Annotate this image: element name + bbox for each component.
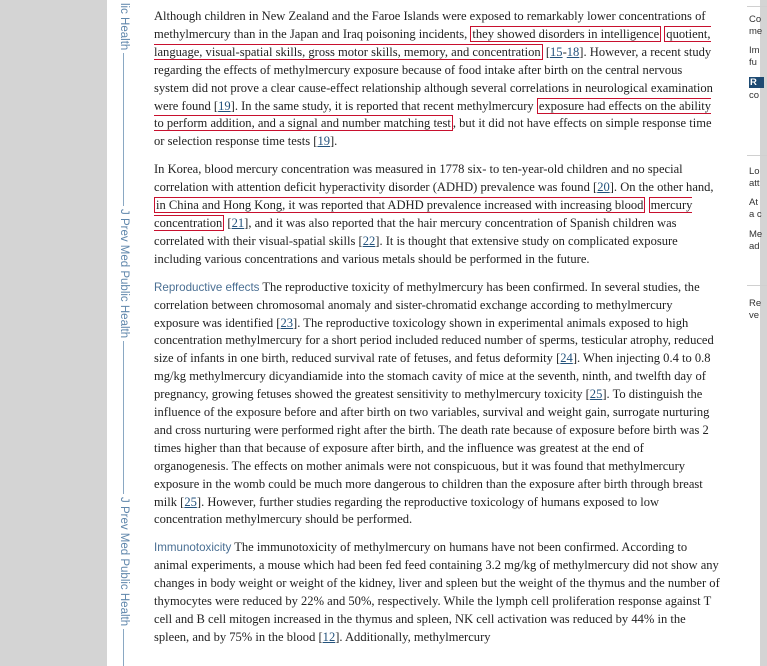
text-span: . On the other hand, [613,180,714,195]
highlight-text: mercury concentration [154,198,693,230]
text-span: . The reproductive toxicology shown in experimental animals exposed to high concentration methylmercury for a short period included reduced number of sperms, testicular atrophy, reduced size of infants in one birth, reduced survival rate of fetuses, and fetus deformity [154,315,714,366]
sidebar-link-text[interactable]: a c [749,209,762,220]
text-span: Although children in New Zealand and the Faroe Islands were exposed to remarkably lower concentrations of methylmercury than in the Japan and Iraq poisoning incidents, [154,9,706,41]
reference-link[interactable]: 25 [589,387,603,402]
right-sidebar [740,0,763,666]
reference-link[interactable]: 20 [597,180,610,195]
text-span: . However, a recent study regarding the effects of methylmercury exposure because of food intake after birth on the central nervous system did not prove a clear cause-effect relationship although several correlations in neurological examination were found [154,44,713,113]
ref-separator: - [562,44,567,59]
sidebar-divider [747,155,767,156]
sidebar-link-text[interactable]: At [749,197,758,208]
sidebar-link-text[interactable]: ve [749,310,760,321]
reference-link[interactable]: 15 [550,44,563,59]
text-span: , and it was also reported that the hair mercury concentration of Spanish children was correlated with their visual-spatial skills [154,215,677,248]
sidebar-link-text[interactable]: Im [749,45,760,56]
sidebar-link-text[interactable]: Me [749,229,763,240]
text-span: The reproductive toxicity of methylmercury has been confirmed. In several studies, the correlation between chromosomal anomaly and sister-chromatid exchange according to methylmercury exposure was identified [154,279,700,330]
text-span: . However, further studies regarding the reproductive toxicology of humans exposed to low concentration methylmercury should be performed. [154,494,660,527]
text-span: . It is thought that extensive study on complicated exposure including various concentrations and various metals should be performed in the future. [154,233,678,266]
highlight-text: quotient, language, visual-spatial skills, gross motor skills, memory, and concentration [154,26,711,59]
reference-link[interactable]: 12 [322,629,336,644]
reference-link[interactable]: 23 [280,315,294,330]
text-span: . Additionally, methylmercury [339,629,491,644]
paragraph-reproductive-effects: Reproductive effects The reproductive toxicity of methylmercury has been confirmed. In several studies, the correlation between chromosomal anomaly and sister-chromatid exchange according to methylmercury exposure was identified [23]. The reproductive toxicology shown in experimental animals exposed to high concentration methylmercury for a short period included reduced number of sperms, testicular atrophy, reduced size of infants in one birth, reduced survival rate of fetuses, and fetus deformity [24]. When injecting 0.4 to 0.8 mg/kg methylmercury dicyandiamide into the stomach cavity of mice at the seventh, ninth, and twelfth day of pregnancy, growing fetuses showed the greatest sensitivity to methylmercury toxicity [25]. To distinguish the influence of the exposure before and after birth on two variables, survival and weight gain, surrogate nurturing and cross nurturing were performed right after the birth. The death rate because of exposure before birth was 2 times higher than that because of exposure after birth, and the influence was greatest at the end of organogenesis. The effects on mother animals were not conspicuous, but it was found that methylmercury exposure in the womb could be much more dangerous to children than the exposure after birth through breast milk [25]. However, further studies regarding the reproductive toxicology of humans exposed to low concentration methylmercury should be performed. [154,279,714,527]
highlight-text: exposure had effects on the ability to perform addition, and a signal and number matching test [154,98,712,131]
text-span: The immunotoxicity of methylmercury on humans have not been confirmed. According to animal experiments, a mouse which had been fed feed containing 3.2 mg/kg of methylmercury did not show any changes in body weight or weight of the kidney, liver and spleen but the weight of the thymus and the number of thymocytes were reduced by 22% and 50%, respectively. While the lymph cell proliferation response against T cell and B cell mitogen increased in the thymus and spleen, NK cell activation was reduced by 44% in the spleen, and by 75% in the blood [154,540,720,644]
section-heading: Immunotoxicity [154,541,232,555]
text-span: . [334,134,338,149]
text-span: . In the same study, it is reported that recent methylmercury [234,98,534,113]
text-span: . When injecting 0.4 to 0.8 mg/kg methylmercury dicyandiamide into the stomach cavity of mice at the seventh, ninth, and twelfth day of pregnancy, growing fetuses showed the greatest sensitivity to methylmercury toxicity [154,351,711,402]
reference-link[interactable]: 18 [566,44,580,59]
spine-label-middle: J Prev Med Public Health [118,206,130,341]
reference-link[interactable]: 22 [362,233,376,248]
article-page [107,0,763,666]
sidebar-link-text[interactable]: Re [749,298,762,309]
sidebar-link-text[interactable]: att [749,178,760,189]
paragraph-immunotoxicity: Immunotoxicity The immunotoxicity of methylmercury on humans have not been confirmed. According to animal experiments, a mouse which had been fed feed containing 3.2 mg/kg of methylmercury did not show any changes in body weight or weight of the kidney, liver and spleen but the weight of the thymus and the number of thymocytes were reduced by 22% and 50%, respectively. While the lymph cell proliferation response against T cell and B cell mitogen increased in the thymus and spleen, NK cell activation was reduced by 44% in the spleen, and by 75% in the blood [12]. Additionally, methylmercury [154,540,720,644]
text-span: , but it did not have effects on simple response time or selection response time tests [154,116,712,149]
sidebar-link-text[interactable]: fu [749,57,757,68]
sidebar-divider [747,6,767,7]
sidebar-link-text[interactable]: me [749,26,763,37]
section-heading: Reproductive effects [154,280,260,294]
sidebar-divider [747,285,767,286]
spine-label-top: lic Health [118,0,130,53]
text-span: In Korea, blood mercury concentration was measured in 1778 six- to ten-year-old children and no special correlation with attention deficit hyperactivity disorder (ADHD) prevalence was found [154,162,683,195]
sidebar-badge: R [749,77,764,88]
sidebar-link-text[interactable]: Lo [749,166,760,177]
sidebar-link-text[interactable]: Co [749,14,762,25]
text-span: . To distinguish the influence of the exposure before and after birth on two variables, survival and weight gain, surrogate nurturing and cross nurturing were performed right after the birth. The death rate because of exposure before birth was 2 times higher than that because of exposure after birth, and the influence was greatest at the end of organogenesis. The effects on mother animals were not conspicuous, but it was found that methylmercury exposure in the womb could be much more dangerous to children than the exposure after birth through breast milk [154,387,710,509]
reference-link[interactable]: 19 [218,98,231,113]
article-body [154,8,720,657]
highlight-text: they showed disorders in intelligence [472,26,660,41]
reference-link[interactable]: 24 [560,351,573,366]
paragraph-adhd: In Korea, blood mercury concentration was measured in 1778 six- to ten-year-old children and no special correlation with attention deficit hyperactivity disorder (ADHD) prevalence was found [20]. On the other hand, in China and Hong Kong, it was reported that ADHD prevalence increased with increasing blood mercury concentration [21], and it was also reported that the hair mercury concentration of Spanish children was correlated with their visual-spatial skills [22]. It is thought that extensive study on complicated exposure including various concentrations and various metals should be performed in the future. [154,162,714,266]
highlight-text: in China and Hong Kong, it was reported that ADHD prevalence increased with increasing blood [156,198,644,213]
reference-link[interactable]: 19 [317,134,330,149]
reference-link[interactable]: 25 [184,494,197,509]
reference-link[interactable]: 21 [231,215,245,230]
highlight-box [470,26,661,42]
journal-spine [107,0,141,666]
paragraph-neurodevelopment: Although children in New Zealand and the Faroe Islands were exposed to remarkably lower concentrations of methylmercury than in the Japan and Iraq poisoning incidents, they showed disorders in intelligence quotient, language, visual-spatial skills, gross motor skills, memory, and concentration [15-18]. However, a recent study regarding the effects of methylmercury exposure because of food intake after birth on the central nervous system did not prove a clear cause-effect relationship although several correlations in neurological examination were found [19]. In the same study, it is reported that recent methylmercury exposure had effects on the ability to perform addition, and a signal and number matching test , but it did not have effects on simple response time or selection response time tests [19]. [154,9,713,149]
highlight-box [154,197,645,213]
spine-label-bottom: J Prev Med Public Health [118,494,130,629]
sidebar-link-text[interactable]: ad [749,241,760,252]
sidebar-link-text[interactable]: co [749,90,760,101]
